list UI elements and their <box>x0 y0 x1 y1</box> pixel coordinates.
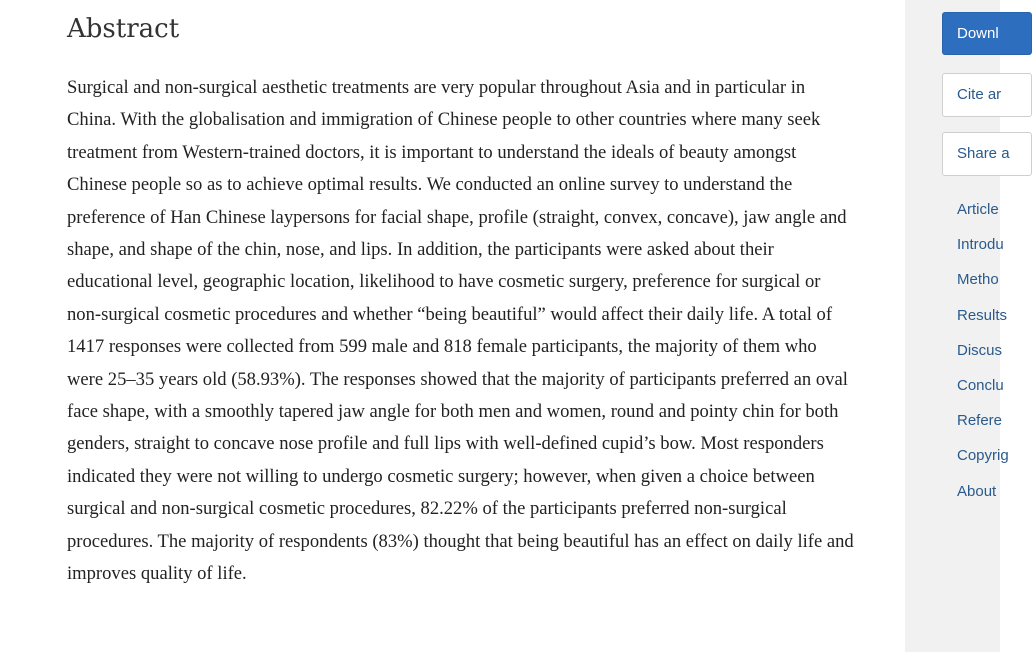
toc-item-results[interactable]: Results <box>957 306 1008 324</box>
toc-item-article[interactable]: Article <box>957 201 999 218</box>
abstract-heading: Abstract <box>67 14 180 44</box>
abstract-text: Surgical and non-surgical aesthetic treatments are very popular throughout Asia and in particular in China. With the globalisation and immigration of Chinese people to other countries where many seek treatment from Western-trained doctors, it is important to understand the ideals of beauty amongst Chinese people so as to achieve optimal results. We conducted an online survey to understand the preference of Han Chinese laypersons for facial shape, profile (straight, convex, concave), jaw angle and shape, and shape of the chin, nose, and lips. In addition, the participants were asked about their educational level, geographic location, likelihood to have cosmetic surgery, preference for surgical or non-surgical cosmetic procedures and whether “being beautiful” would affect their daily life. A total of 1417 responses were collected from 599 male and 818 female participants, the majority of them who were 25–35 years old (58.93%). The responses showed that the majority of participants preferred an oval face shape, with a smoothly tapered jaw angle for both men and women, round and pointy chin for both genders, straight to concave nose profile and full lips with well-defined cupid’s bow. Most responders indicated they were not willing to undergo cosmetic surgery; however, when given a choice between surgical and non-surgical cosmetic procedures, 82.22% of the participants preferred non-surgical procedures. The majority of respondents (83%) thought that being beautiful has an effect on daily life and improves quality of life. <box>67 77 854 585</box>
table-of-contents <box>957 196 1009 513</box>
toc-item-about[interactable]: About <box>957 482 997 500</box>
toc-item-references[interactable]: Refere <box>957 412 1003 430</box>
toc-item-copyright[interactable]: Copyrig <box>957 447 1009 465</box>
article-sidebar <box>905 0 1010 652</box>
toc-item-introduction[interactable]: Introdu <box>957 236 1004 254</box>
share-article-button[interactable]: Share a <box>942 132 1032 176</box>
download-button[interactable]: Downl <box>942 12 1032 55</box>
cite-article-button[interactable]: Cite ar <box>942 73 1032 117</box>
toc-item-discussion[interactable]: Discus <box>957 341 1003 359</box>
toc-item-methods[interactable]: Metho <box>957 271 999 289</box>
toc-item-conclusion[interactable]: Conclu <box>957 376 1004 394</box>
